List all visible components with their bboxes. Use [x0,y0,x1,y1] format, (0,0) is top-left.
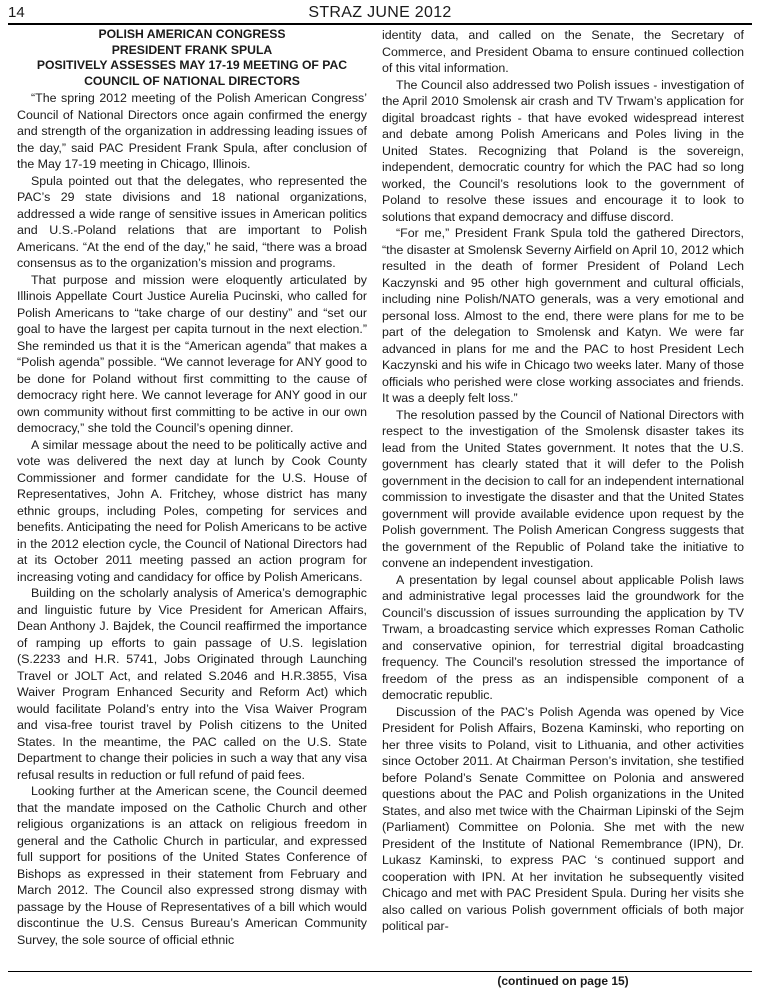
headline-line: POSITIVELY ASSESSES MAY 17-19 MEETING OF PAC [36,58,348,72]
article-paragraph: Building on the scholarly analysis of America’s demographic and linguistic future by Vice President for American Affairs, Dean Anthony J. Bajdek, the Council reaffirmed the importance of ramping up efforts to gain passage of U.S. legislation (S.2233 and H.R. 5741, Jobs Originated through Launching Travel or JOLT Act, and related S.2046 and H.R.3855, Visa Waiver Program Enhanced Security and Reform Act) which would facilitate Poland’s entry into the Visa Waiver Program and visa-free tourist travel by Polish citizens to the United States. In the meantime, the PAC called on the U.S. State Department to change their policies in such a way that any visa refusal results in reduction or full refund of paid fees. [17,586,367,782]
continued-note: (continued on page 15) [497,974,629,988]
article-paragraph: The Council also addressed two Polish issues - investigation of the April 2010 Smolensk air crash and TV Trwam’s application for digital broadcast rights - that have evoked widespread interest and debate among Polish Americans and Poles living in the United States. Recognizing that Poland is the sovereign, independent, democratic country for which the PAC had so long worked, the Council’s resolutions look to the government of Poland to resolve these issues and encourage it to look to solutions that expand democracy and diffuse discord. [382,77,744,224]
article-paragraph: The resolution passed by the Council of National Directors with respect to the investigation of the Smolensk disaster takes its lead from the United States government. It notes that the U.S. government has clearly stated that it will defer to the Polish government in the decision to call for an independent international commission to investigate the disaster and that the United States government will provide available evidence upon request by the Polish government. The Polish American Congress suggests that the government of the Republic of Poland take the initiative to convene an independent investigation. [382,407,744,570]
article-paragraph: A presentation by legal counsel about applicable Polish laws and administrative legal processes laid the groundwork for the Council’s discussion of issues surrounding the application by TV Trwam, a broadcasting service which expresses Roman Catholic and conservative opinion, for terrestrial digital broadcasting frequency. The Council’s resolution stressed the importance of freedom of the press as an indispensible component of a democratic republic. [382,572,744,702]
left-column [17,27,367,948]
headline-line: COUNCIL OF NATIONAL DIRECTORS [84,73,300,88]
article-paragraph-continuation: identity data, and called on the Senate, the Secretary of Commerce, and President Obama to ensure continued collection of this vital information. [382,28,744,75]
article-paragraph: Looking further at the American scene, the Council deemed that the mandate imposed on the Catholic Church and other religious organizations is an attack on religious freedom in general and the Catholic Church in particular, and expressed full support for positions of the United States Conference of Bishops as expressed in their statement from February and March 2012. The Council also expressed strong dismay with passage by the House of Representatives of a bill which would discontinue the U.S. Census Bureau’s American Community Survey, the sole source of official ethnic [17,784,367,947]
footer-rule [8,971,752,972]
article-paragraph: “The spring 2012 meeting of the Polish American Congress’ Council of National Directors once again confirmed the energy and strength of the organization in addressing leading issues of the day,” said PAC President Frank Spula, after conclusion of the May 17-19 meeting in Chicago, Illinois. [17,91,367,171]
publication-title: STRAZ JUNE 2012 [308,4,452,21]
article-paragraph: Discussion of the PAC’s Polish Agenda was opened by Vice President for Polish Affairs, Bozena Kaminski, who reporting on her three visits to Poland, visit to Lithuania, and other activities since October 2011. At Chairman Person’s invitation, she testified before Poland’s Senate Committee on Polonia and answered questions about the PAC and Polish organizations in the United States, and also met twice with the Chairman Lipinski of the Sejm (Parliament) Committee on Polonia. She met with the new President of the Institute of National Remembrance (IPN), Dr. Lukasz Kaminski, to express PAC ‘s continued support and cooperation with IPN. At her invitation he subsequently visited Chicago and met with PAC President Spula. During her visits she also called on various Polish government officials of both major political par- [382,704,744,933]
page-header [8,2,752,24]
article-paragraph: A similar message about the need to be politically active and vote was delivered the next day at lunch by Cook County Commissioner and former candidate for the U.S. House of Representatives, John A. Fritchey, whose district has many ethnic groups, including Poles, competing for services and benefits. Anticipating the need for Polish Americans to be active in the 2012 election cycle, the Council of National Directors had at its October 2011 meeting passed an action program for increasing voting and candidacy for office by Polish Americans. [17,437,367,584]
headline-line: PRESIDENT FRANK SPULA [111,42,273,57]
article-paragraph: That purpose and mission were eloquently articulated by Illinois Appellate Court Justice Aurelia Pucinski, who called for Polish Americans to “take charge of our destiny” and “set our goal to have the largest per capita turnout in the next election.” She reminded us that it is the “American agenda” that makes a “Polish agenda” possible. “We cannot leverage for ANY good to be done for Poland without first committing to the cause of democracy right here. We cannot leverage for ANY good in our own community without first committing to be active in our own democracy,” she told the Council’s opening dinner. [17,272,367,435]
page-number: 14 [8,4,25,21]
right-column [382,27,744,935]
article-paragraph: Spula pointed out that the delegates, who represented the PAC’s 29 state divisions and 18 national organizations, addressed a wide range of sensitive issues in American politics and U.S.-Poland relations that are important to Polish Americans. “At the end of the day,” he said, “there was a broad consensus as to the organization’s mission and programs. [17,173,367,270]
article-paragraph: “For me,” President Frank Spula told the gathered Directors, “the disaster at Smolensk Severny Airfield on April 10, 2012 which resulted in the death of former President of Poland Lech Kaczynski and 95 other high government and cultural officials, including nine Polish/NATO generals, was a very emotional and personal loss. Almost to the end, there were plans for me to be part of the delegation to Smolensk and Katyn. We were far advanced in plans for me and the PAC to host President Lech Kaczynski and his wife in Chicago two weeks later. Many of those officials who perished were close working associates and friends. It was a deeply felt loss.” [382,226,744,405]
article-headline [17,27,367,89]
header-rule [8,23,752,25]
headline-line: POLISH AMERICAN CONGRESS [98,27,286,41]
